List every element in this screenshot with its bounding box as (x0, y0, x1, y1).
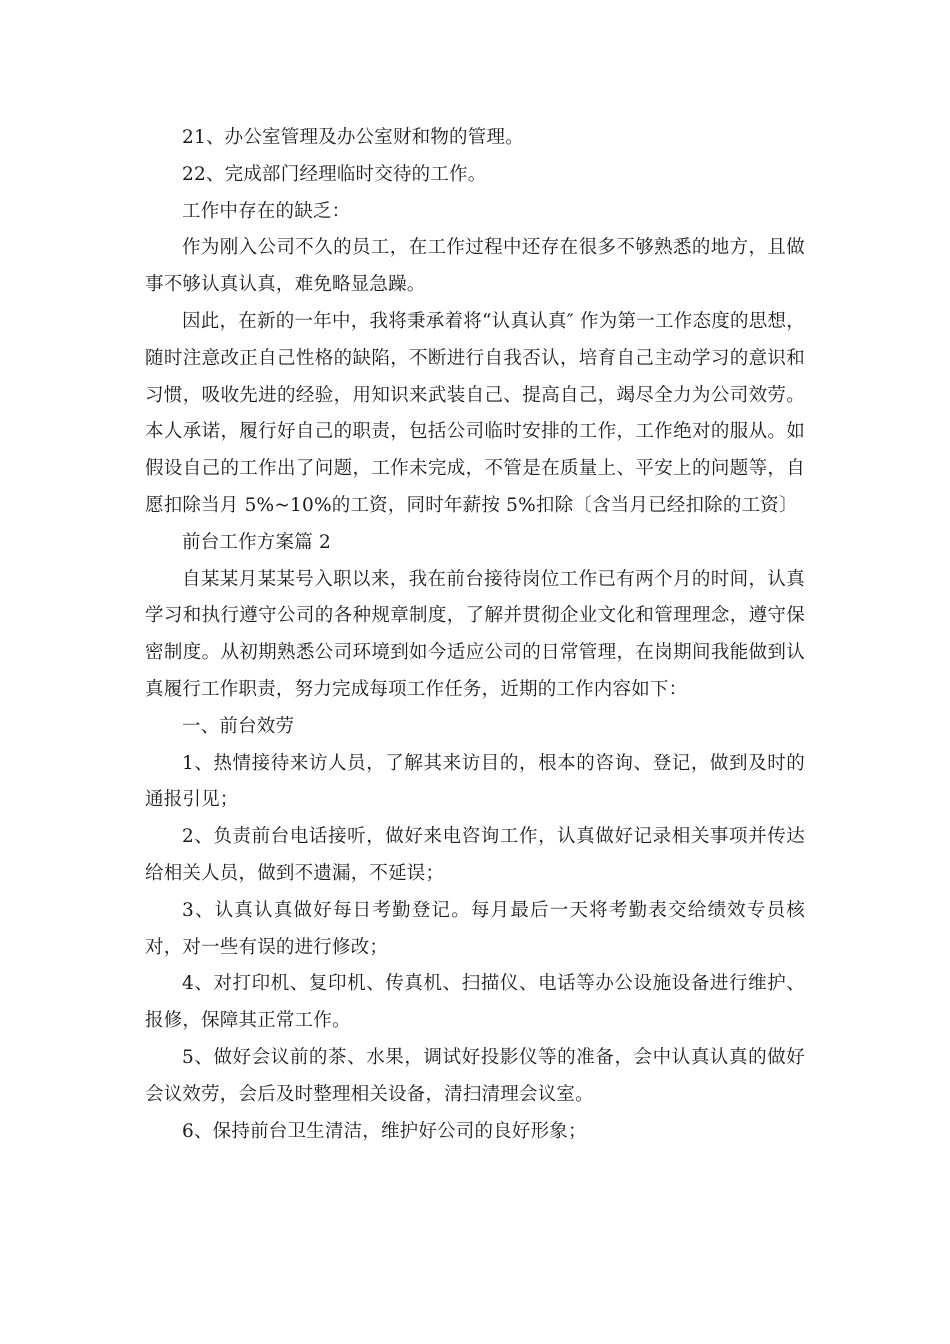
section-heading-front-desk-service: 一、前台效劳 (182, 715, 295, 737)
paragraph-shortcomings: 作为刚入公司不久的员工，在工作过程中还存在很多不够熟悉的地方，且做事不够认真认真，难免略显急躁。 (145, 237, 805, 296)
list-item-4: 4、对打印机、复印机、传真机、扫描仪、电话等办公设施设备进行维护、报修，保障其正常工作。 (145, 973, 805, 1032)
paragraph-item-22: 22、完成部门经理临时交待的工作。 (182, 163, 487, 185)
list-item-2: 2、负责前台电话接听，做好来电咨询工作，认真做好记录相关事项并传达给相关人员，做到不遗漏，不延误； (145, 826, 805, 884)
section-heading-shortcomings: 工作中存在的缺乏： (182, 200, 351, 222)
paragraph-intro: 自某某月某某号入职以来，我在前台接待岗位工作已有两个月的时间，认真学习和执行遵守公司的各种规章制度，了解并贯彻企业文化和管理理念，遵守保密制度。从初期熟悉公司环境到如今适应公司的日常管理，在岗期间我能做到认真履行工作职责，努力完成每项工作任务，近期的工作内容如下： (145, 568, 805, 700)
paragraph-commitment: 因此，在新的一年中，我将秉承着将“认真认真″ 作为第一工作态度的思想，随时注意改正自己性格的缺陷，不断进行自我否认，培育自己主动学习的意识和习惯，吸收先进的经验，用知识来武装自己、提高自己，竭尽全力为公司效劳。本人承诺，履行好自己的职责，包括公司临时安排的工作，工作绝对的服从。如假设自己的工作出了问题，工作未完成，不管是在质量上、平安上的问题等，自愿扣除当月 5%~10%的工资，同时年薪按 5%扣除〔含当月已经扣除的工资〕 (145, 310, 805, 516)
list-item-3: 3、认真认真做好每日考勤登记。每月最后一天将考勤表交给绩效专员核对，对一些有误的进行修改； (145, 899, 805, 958)
paragraph-item-21: 21、办公室管理及办公室财和物的管理。 (182, 127, 524, 148)
list-item-5: 5、做好会议前的茶、水果，调试好投影仪等的准备，会中认真认真的做好会议效劳，会后及时整理相关设备，清扫清理会议室。 (145, 1046, 805, 1105)
section-heading-plan-2: 前台工作方案篇 2 (182, 531, 331, 553)
list-item-1: 1、热情接待来访人员，了解其来访目的，根本的咨询、登记，做到及时的通报引见； (145, 752, 805, 811)
document-body (145, 120, 805, 1150)
list-item-6: 6、保持前台卫生清洁，维护好公司的良好形象； (182, 1120, 587, 1142)
